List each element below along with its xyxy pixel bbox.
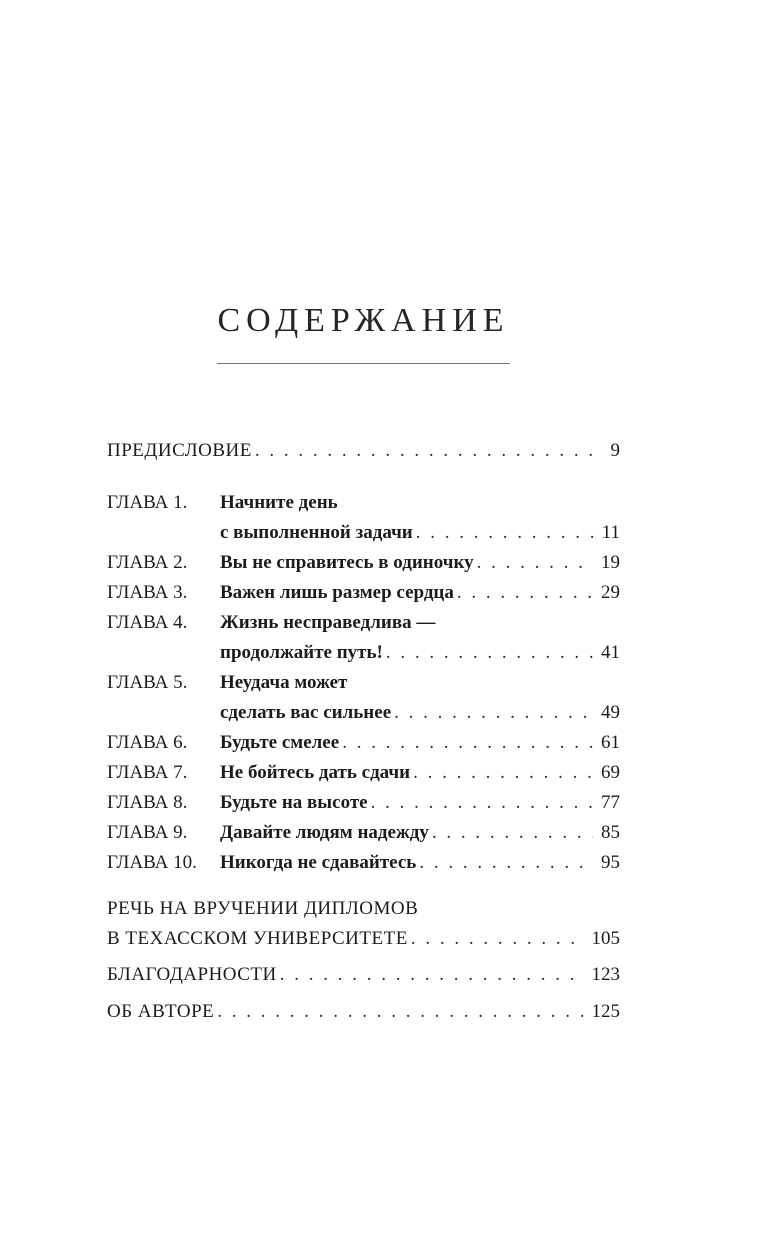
dot-leader [432, 818, 593, 848]
toc-entry-chapter-2 [107, 548, 620, 578]
dot-leader [394, 698, 593, 728]
chapter-title-line: Вы не справитесь в одиночку [220, 552, 474, 573]
chapter-title-block [220, 848, 620, 878]
entry-page-number: 61 [601, 732, 620, 753]
chapter-title-block [220, 668, 620, 728]
chapter-label: ГЛАВА 4. [107, 612, 188, 633]
entry-title-line: РЕЧЬ НА ВРУЧЕНИИ ДИПЛОМОВ [107, 898, 419, 919]
chapter-title-block [220, 578, 620, 608]
entry-page-number: 19 [601, 552, 620, 573]
dot-leader [371, 788, 593, 818]
toc-entry-speech [107, 894, 620, 954]
chapter-title-line: Давайте людям надежду [220, 822, 429, 843]
chapter-title-line: Будьте смелее [220, 732, 340, 753]
entry-title: ПРЕДИСЛОВИЕ [107, 440, 252, 461]
entry-page-number: 11 [601, 522, 620, 543]
chapter-title-line: продолжайте путь! [220, 642, 383, 663]
toc-entry-chapter-4 [107, 608, 620, 668]
chapter-title-line: Никогда не сдавайтесь [220, 852, 417, 873]
chapter-title-block [220, 488, 620, 548]
dot-leader [255, 436, 603, 466]
chapter-title-block [220, 788, 620, 818]
chapter-title-line: Важен лишь размер сердца [220, 582, 454, 603]
title-divider [217, 363, 510, 364]
toc-entry-chapter-1 [107, 488, 620, 548]
chapter-label: ГЛАВА 10. [107, 852, 197, 873]
chapter-label: ГЛАВА 8. [107, 792, 188, 813]
entry-page-number: 123 [591, 964, 620, 985]
chapter-title-line: с выполненной задачи [220, 522, 413, 543]
chapter-title-block [220, 608, 620, 668]
entry-page-number: 105 [591, 928, 620, 949]
chapter-title-block [220, 548, 620, 578]
chapter-title-block [220, 758, 620, 788]
chapter-label: ГЛАВА 5. [107, 672, 188, 693]
chapter-title-line: Жизнь несправедлива — [220, 612, 436, 633]
dot-leader [386, 638, 593, 668]
page-title: СОДЕРЖАНИЕ [217, 302, 510, 339]
chapter-label: ГЛАВА 3. [107, 582, 188, 603]
entry-page-number: 9 [610, 440, 620, 461]
toc-entry-chapter-5 [107, 668, 620, 728]
dot-leader [416, 518, 594, 548]
entry-title-block [107, 894, 620, 954]
dot-leader [477, 548, 593, 578]
toc-entry-acknowledgements [107, 960, 620, 990]
contents-header [107, 300, 620, 364]
chapter-title-block [220, 818, 620, 848]
chapter-title-line: Не бойтесь дать сдачи [220, 762, 411, 783]
entry-title: БЛАГОДАРНОСТИ [107, 964, 277, 985]
chapter-label: ГЛАВА 1. [107, 492, 188, 513]
entry-page-number: 49 [601, 702, 620, 723]
entry-title: ОБ АВТОРЕ [107, 1001, 215, 1022]
dot-leader [457, 578, 593, 608]
toc-entry-preface [107, 436, 620, 466]
chapter-label: ГЛАВА 7. [107, 762, 188, 783]
toc-entry-chapter-3 [107, 578, 620, 608]
toc-entry-chapter-10 [107, 848, 620, 878]
entry-page-number: 95 [601, 852, 620, 873]
chapter-title-line: Начните день [220, 492, 338, 513]
chapter-title-line: Будьте на высоте [220, 792, 368, 813]
dot-leader [342, 728, 593, 758]
entry-page-number: 41 [601, 642, 620, 663]
chapter-label: ГЛАВА 9. [107, 822, 188, 843]
dot-leader [411, 924, 584, 954]
toc-entry-chapter-8 [107, 788, 620, 818]
content-column [107, 300, 620, 1027]
entry-title-line: В ТЕХАССКОМ УНИВЕРСИТЕТЕ [107, 928, 408, 949]
chapter-label: ГЛАВА 2. [107, 552, 188, 573]
entry-page-number: 69 [601, 762, 620, 783]
chapter-title-line: Неудача может [220, 672, 348, 693]
dot-leader [280, 960, 584, 990]
toc-list [107, 436, 620, 1027]
toc-entry-chapter-9 [107, 818, 620, 848]
toc-entry-about-author [107, 997, 620, 1027]
dot-leader [419, 848, 593, 878]
toc-entry-chapter-7 [107, 758, 620, 788]
toc-entry-chapter-6 [107, 728, 620, 758]
dot-leader [413, 758, 593, 788]
entry-page-number: 125 [591, 1001, 620, 1022]
dot-leader [217, 997, 583, 1027]
entry-page-number: 85 [601, 822, 620, 843]
chapter-label: ГЛАВА 6. [107, 732, 188, 753]
chapter-title-block [220, 728, 620, 758]
entry-page-number: 29 [601, 582, 620, 603]
entry-page-number: 77 [601, 792, 620, 813]
chapter-title-line: сделать вас сильнее [220, 702, 392, 723]
